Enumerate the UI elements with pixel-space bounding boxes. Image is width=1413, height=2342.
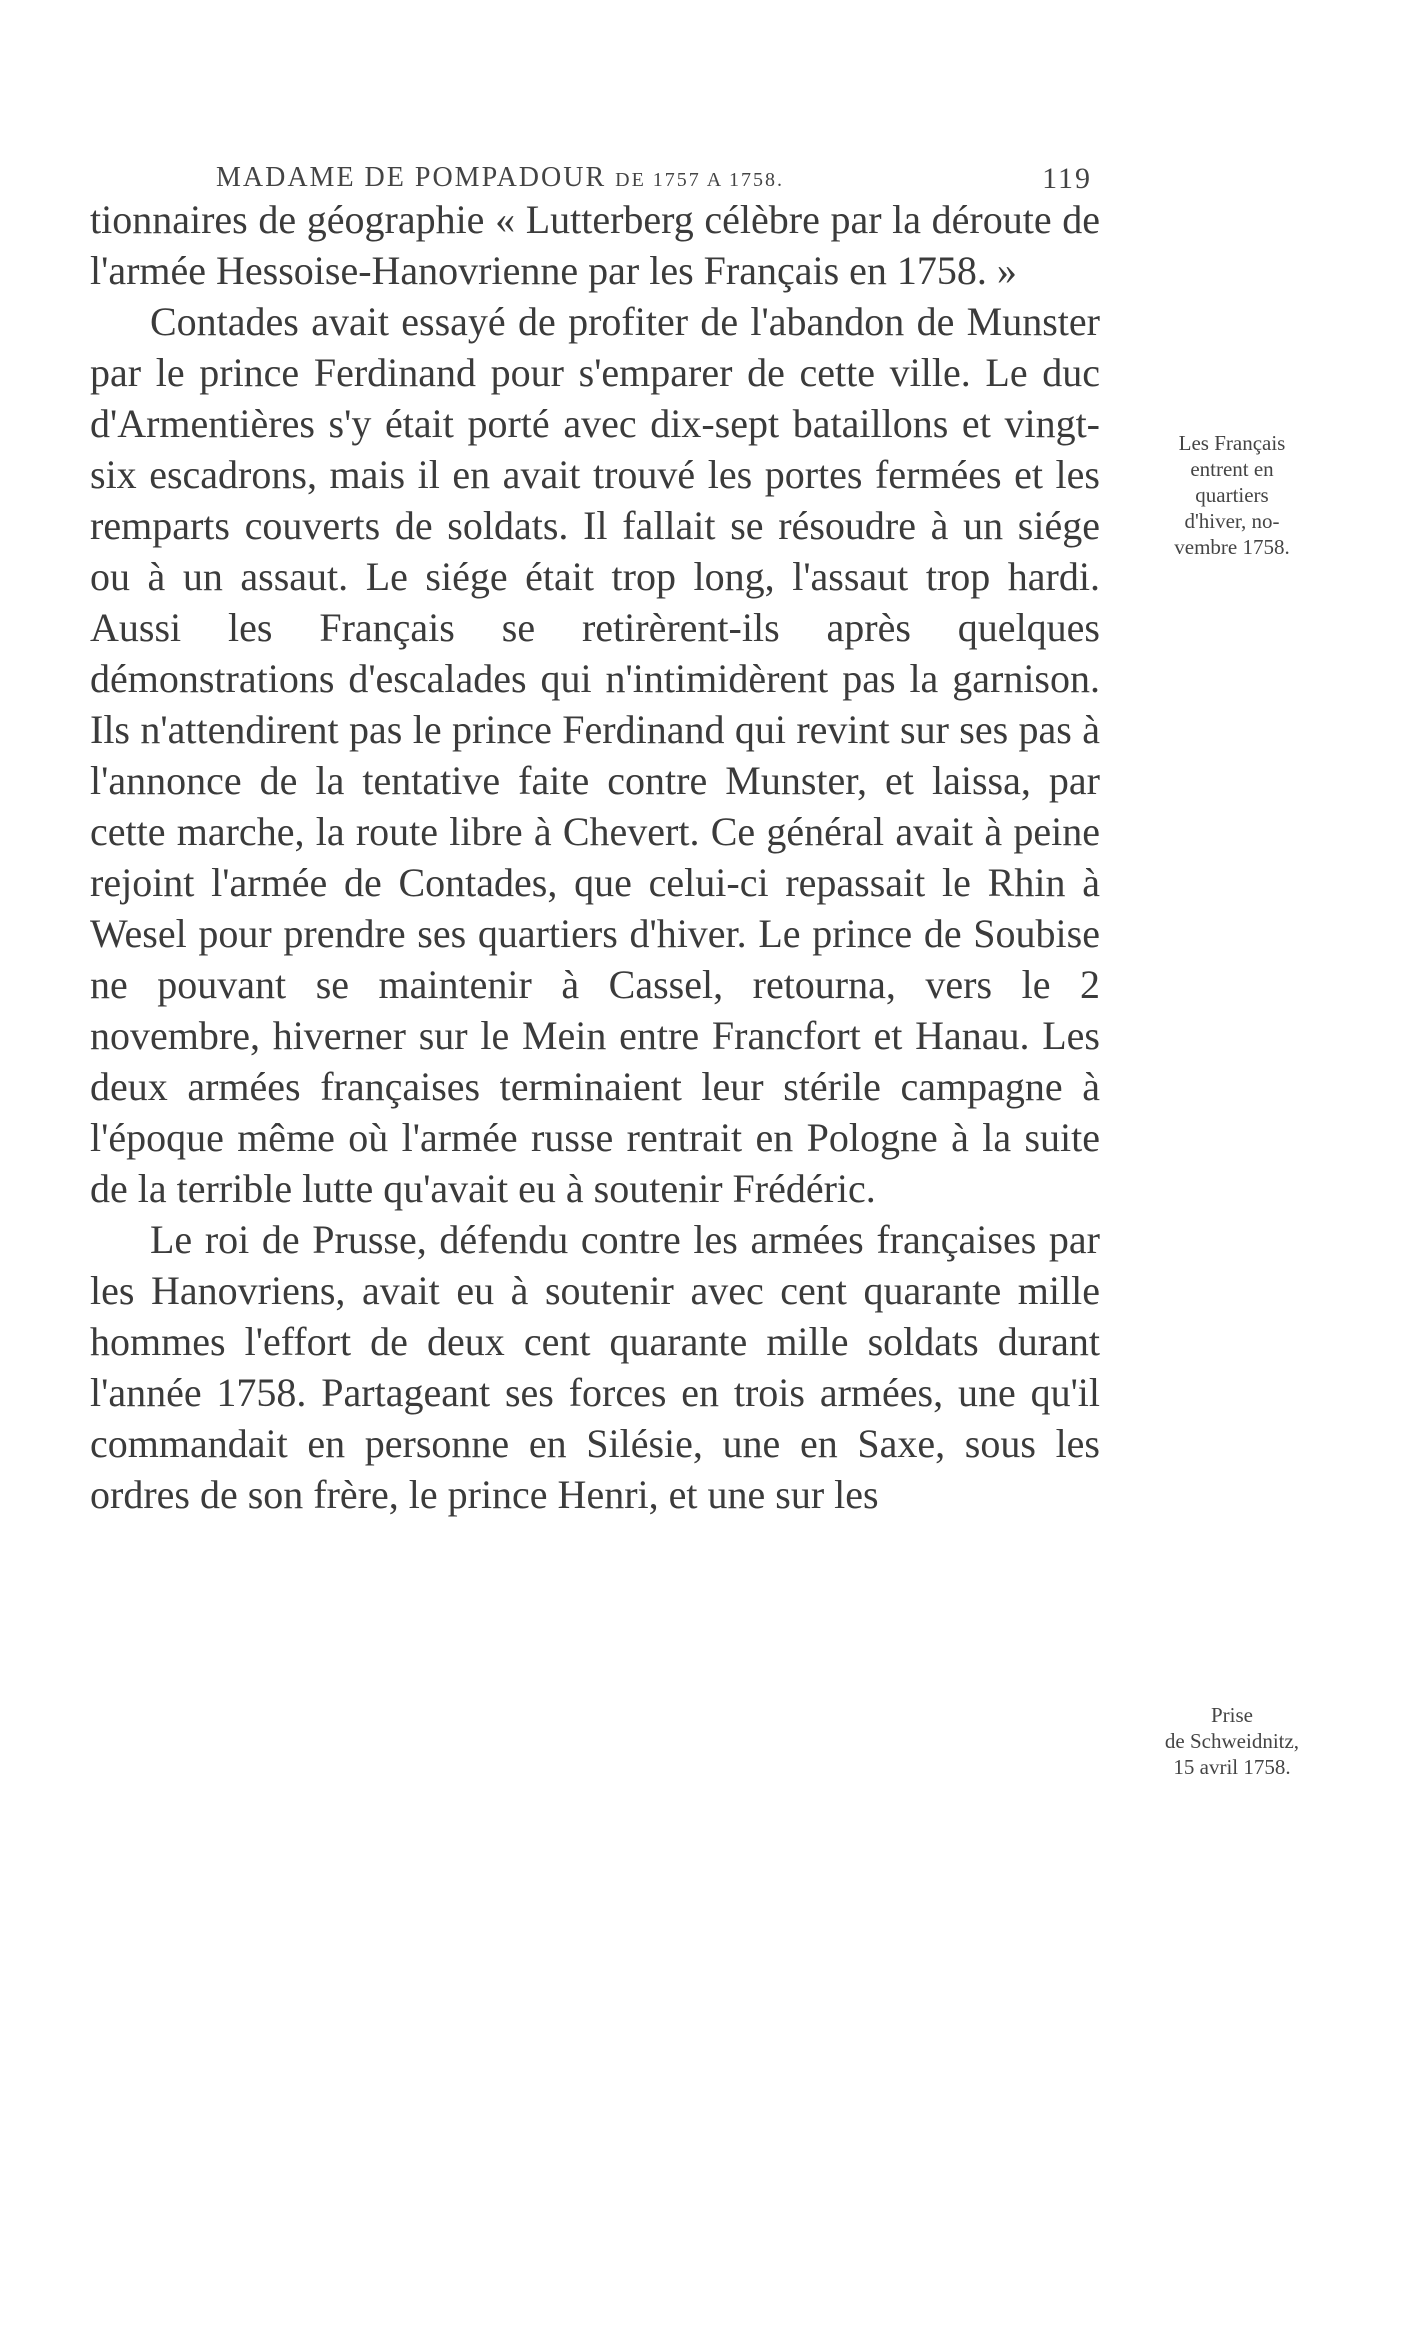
paragraph-1: tionnaires de géographie « Lutterberg célèbre par la déroute de l'armée Hessoise-Hanovrienne par les Français en 1758. »	[90, 197, 1100, 293]
margin-note-line: Prise	[1211, 1703, 1253, 1727]
margin-note-line: 15 avril 1758.	[1173, 1755, 1291, 1779]
margin-note-line: entrent en	[1190, 457, 1274, 481]
margin-note-line: vembre 1758.	[1174, 535, 1290, 559]
margin-note-line: Les Français	[1178, 431, 1286, 455]
body-text	[90, 194, 1100, 1520]
paragraph-3: Le roi de Prusse, défendu contre les armées françaises par les Hanovriens, avait eu à soutenir avec cent quarante mille hommes l'effort de deux cent quarante mille soldats durant l'année 1758. Partageant ses forces en trois armées, une qu'il commandait en personne en Silésie, une en Saxe, sous les ordres de son frère, le prince Henri, et une sur les	[90, 1217, 1100, 1517]
running-head-title	[216, 162, 784, 194]
page-number: 119	[1042, 162, 1092, 195]
running-head-title-dates: DE 1757 A 1758.	[615, 169, 785, 191]
margin-note-line: de Schweidnitz,	[1164, 1729, 1300, 1753]
margin-note-line: d'hiver, no-	[1184, 509, 1280, 533]
margin-note-line: quartiers	[1195, 483, 1269, 507]
margin-note-schweidnitz	[1132, 1702, 1332, 1780]
running-head-title-main: MADAME DE POMPADOUR	[216, 162, 607, 193]
paragraph-2: Contades avait essayé de profiter de l'abandon de Munster par le prince Ferdinand pour s'emparer de cette ville. Le duc d'Armentières s'y était porté avec dix-sept bataillons et vingt-six escadrons, mais il en avait trouvé les portes fermées et les remparts couverts de soldats. Il fallait se résoudre à un siége ou à un assaut. Le siége était trop long, l'assaut trop hardi. Aussi les Français se retirèrent-ils après quelques démonstrations d'escalades qui n'intimidèrent pas la garnison. Ils n'attendirent pas le prince Ferdinand qui revint sur ses pas à l'annonce de la tentative faite contre Munster, et laissa, par cette marche, la route libre à Chevert. Ce général avait à peine rejoint l'armée de Contades, que celui-ci repassait le Rhin à Wesel pour prendre ses quartiers d'hiver. Le prince de Soubise ne pouvant se maintenir à Cassel, retourna, vers le 2 novembre, hiverner sur le Mein entre Francfort et Hanau. Les deux armées françaises terminaient leur stérile campagne à l'époque même où l'armée russe rentrait en Pologne à la suite de la terrible lutte qu'avait eu à soutenir Frédéric.	[90, 299, 1100, 1211]
margin-note-french-winter-quarters	[1132, 430, 1332, 560]
